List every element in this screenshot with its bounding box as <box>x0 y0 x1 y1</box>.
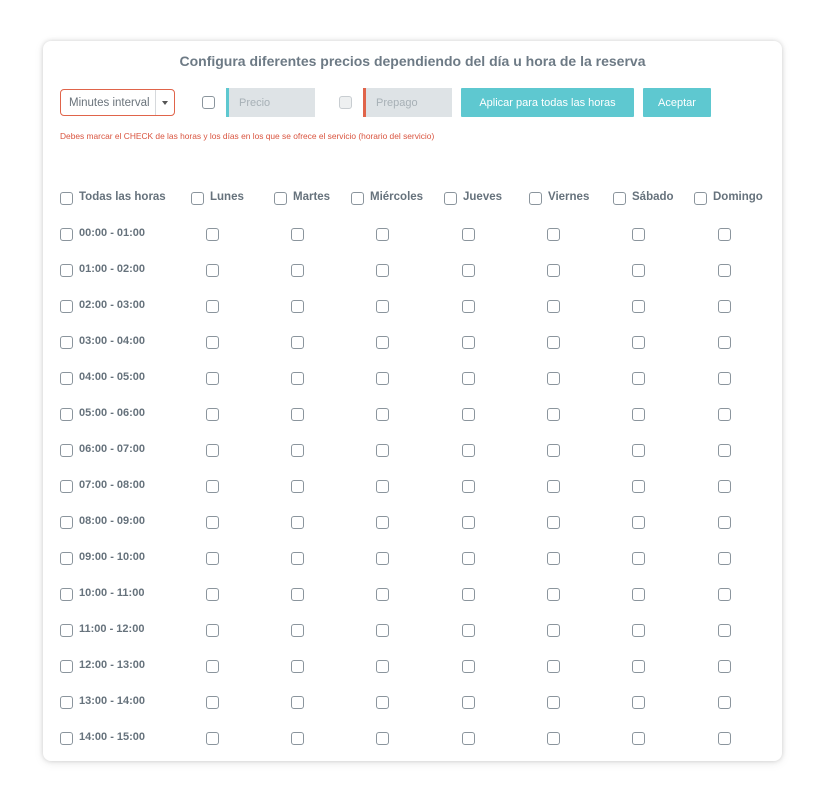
slot-checkbox[interactable] <box>376 516 389 529</box>
slot-checkbox[interactable] <box>632 696 645 709</box>
slot-checkbox[interactable] <box>206 624 219 637</box>
slot-checkbox[interactable] <box>206 264 219 277</box>
slot-checkbox[interactable] <box>462 732 475 745</box>
slot-checkbox[interactable] <box>462 444 475 457</box>
all-hours-checkbox[interactable] <box>60 192 73 205</box>
slot-checkbox[interactable] <box>291 336 304 349</box>
hour-label: 00:00 - 01:00 <box>79 227 146 239</box>
hour-label: 01:00 - 02:00 <box>79 263 146 275</box>
slot-checkbox[interactable] <box>291 300 304 313</box>
day-checkbox-1[interactable] <box>274 192 287 205</box>
day-label: Jueves <box>463 191 503 203</box>
apply-all-hours-button[interactable]: Aplicar para todas las horas <box>461 88 634 117</box>
hour-label: 14:00 - 15:00 <box>79 731 146 743</box>
day-label: Domingo <box>713 191 763 203</box>
day-checkbox-5[interactable] <box>613 192 626 205</box>
hour-label: 08:00 - 09:00 <box>79 515 146 527</box>
slot-checkbox[interactable] <box>291 480 304 493</box>
hour-label: 05:00 - 06:00 <box>79 407 146 419</box>
day-checkbox-0[interactable] <box>191 192 204 205</box>
slot-checkbox[interactable] <box>718 660 731 673</box>
hour-row-checkbox[interactable] <box>60 696 73 709</box>
caret-down-icon[interactable] <box>155 90 174 115</box>
slot-checkbox[interactable] <box>206 336 219 349</box>
slot-checkbox[interactable] <box>206 300 219 313</box>
accept-button[interactable]: Aceptar <box>643 88 711 117</box>
slot-checkbox[interactable] <box>718 732 731 745</box>
hour-row-checkbox[interactable] <box>60 228 73 241</box>
hour-row-checkbox[interactable] <box>60 588 73 601</box>
slot-checkbox[interactable] <box>547 408 560 421</box>
slot-checkbox[interactable] <box>376 588 389 601</box>
hour-row-checkbox[interactable] <box>60 444 73 457</box>
hour-row-checkbox[interactable] <box>60 300 73 313</box>
slot-checkbox[interactable] <box>291 624 304 637</box>
slot-checkbox[interactable] <box>632 228 645 241</box>
hour-label: 09:00 - 10:00 <box>79 551 146 563</box>
hour-label: 04:00 - 05:00 <box>79 371 146 383</box>
slot-checkbox[interactable] <box>718 372 731 385</box>
slot-checkbox[interactable] <box>632 408 645 421</box>
slot-checkbox[interactable] <box>206 660 219 673</box>
slot-checkbox[interactable] <box>632 480 645 493</box>
slot-checkbox[interactable] <box>718 408 731 421</box>
price-placeholder: Precio <box>239 96 271 109</box>
hour-label: 07:00 - 08:00 <box>79 479 146 491</box>
slot-checkbox[interactable] <box>462 660 475 673</box>
hour-label: 02:00 - 03:00 <box>79 299 146 311</box>
slot-checkbox[interactable] <box>718 480 731 493</box>
day-label: Viernes <box>548 191 590 203</box>
hour-label: 11:00 - 12:00 <box>79 623 145 635</box>
prepay-enable-checkbox[interactable] <box>339 96 352 109</box>
slot-checkbox[interactable] <box>376 336 389 349</box>
slot-checkbox[interactable] <box>291 444 304 457</box>
day-checkbox-2[interactable] <box>351 192 364 205</box>
slot-checkbox[interactable] <box>718 264 731 277</box>
hour-label: 10:00 - 11:00 <box>79 587 145 599</box>
slot-checkbox[interactable] <box>632 372 645 385</box>
price-enable-checkbox[interactable] <box>202 96 215 109</box>
slot-checkbox[interactable] <box>376 552 389 565</box>
slot-checkbox[interactable] <box>718 444 731 457</box>
day-label: Martes <box>293 191 331 203</box>
day-checkbox-6[interactable] <box>694 192 707 205</box>
slot-checkbox[interactable] <box>632 516 645 529</box>
slot-checkbox[interactable] <box>206 588 219 601</box>
slot-checkbox[interactable] <box>462 696 475 709</box>
slot-checkbox[interactable] <box>376 372 389 385</box>
slot-checkbox[interactable] <box>718 624 731 637</box>
slot-checkbox[interactable] <box>462 552 475 565</box>
hour-label: 06:00 - 07:00 <box>79 443 146 455</box>
hour-row-checkbox[interactable] <box>60 480 73 493</box>
hour-row-checkbox[interactable] <box>60 408 73 421</box>
slot-checkbox[interactable] <box>547 300 560 313</box>
slot-checkbox[interactable] <box>462 480 475 493</box>
prepay-input[interactable] <box>363 88 452 117</box>
slot-checkbox[interactable] <box>376 264 389 277</box>
slot-checkbox[interactable] <box>291 228 304 241</box>
slot-checkbox[interactable] <box>547 588 560 601</box>
slot-checkbox[interactable] <box>206 732 219 745</box>
slot-checkbox[interactable] <box>291 264 304 277</box>
day-label: Miércoles <box>370 191 424 203</box>
slot-checkbox[interactable] <box>291 552 304 565</box>
slot-checkbox[interactable] <box>547 444 560 457</box>
slot-checkbox[interactable] <box>632 264 645 277</box>
minutes-interval-value: Minutes interval <box>69 96 150 109</box>
slot-checkbox[interactable] <box>206 408 219 421</box>
slot-checkbox[interactable] <box>632 588 645 601</box>
slot-checkbox[interactable] <box>462 264 475 277</box>
hour-row-checkbox[interactable] <box>60 336 73 349</box>
slot-checkbox[interactable] <box>206 552 219 565</box>
hour-label: 03:00 - 04:00 <box>79 335 146 347</box>
slot-checkbox[interactable] <box>462 372 475 385</box>
hour-label: 13:00 - 14:00 <box>79 695 146 707</box>
all-hours-label: Todas las horas <box>79 191 166 203</box>
slot-checkbox[interactable] <box>291 372 304 385</box>
slot-checkbox[interactable] <box>376 228 389 241</box>
slot-checkbox[interactable] <box>632 444 645 457</box>
slot-checkbox[interactable] <box>376 444 389 457</box>
hour-row-checkbox[interactable] <box>60 264 73 277</box>
slot-checkbox[interactable] <box>462 300 475 313</box>
slot-checkbox[interactable] <box>291 408 304 421</box>
slot-checkbox[interactable] <box>206 372 219 385</box>
slot-checkbox[interactable] <box>718 228 731 241</box>
slot-checkbox[interactable] <box>291 732 304 745</box>
slot-checkbox[interactable] <box>632 552 645 565</box>
slot-checkbox[interactable] <box>547 228 560 241</box>
hour-row-checkbox[interactable] <box>60 516 73 529</box>
hour-label: 12:00 - 13:00 <box>79 659 146 671</box>
hour-row-checkbox[interactable] <box>60 552 73 565</box>
slot-checkbox[interactable] <box>718 552 731 565</box>
slot-checkbox[interactable] <box>206 696 219 709</box>
slot-checkbox[interactable] <box>718 588 731 601</box>
slot-checkbox[interactable] <box>547 336 560 349</box>
pricing-card <box>43 41 782 761</box>
slot-checkbox[interactable] <box>291 660 304 673</box>
slot-checkbox[interactable] <box>547 264 560 277</box>
slot-checkbox[interactable] <box>547 624 560 637</box>
slot-checkbox[interactable] <box>632 660 645 673</box>
slot-checkbox[interactable] <box>547 660 560 673</box>
slot-checkbox[interactable] <box>376 732 389 745</box>
day-label: Sábado <box>632 191 674 203</box>
slot-checkbox[interactable] <box>291 696 304 709</box>
slot-checkbox[interactable] <box>462 408 475 421</box>
slot-checkbox[interactable] <box>632 300 645 313</box>
hour-row-checkbox[interactable] <box>60 732 73 745</box>
slot-checkbox[interactable] <box>547 372 560 385</box>
page-title: Configura diferentes precios dependiendo del día u hora de la reserva <box>179 53 646 69</box>
slot-checkbox[interactable] <box>718 336 731 349</box>
minutes-interval-select[interactable] <box>60 89 175 116</box>
slot-checkbox[interactable] <box>462 624 475 637</box>
slot-checkbox[interactable] <box>291 516 304 529</box>
slot-checkbox[interactable] <box>547 696 560 709</box>
warning-text: Debes marcar el CHECK de las horas y los días en los que se ofrece el servicio (horario del servicio) <box>60 131 435 141</box>
slot-checkbox[interactable] <box>206 228 219 241</box>
slot-checkbox[interactable] <box>376 696 389 709</box>
slot-checkbox[interactable] <box>376 408 389 421</box>
slot-checkbox[interactable] <box>547 480 560 493</box>
slot-checkbox[interactable] <box>547 732 560 745</box>
slot-checkbox[interactable] <box>206 444 219 457</box>
hour-row-checkbox[interactable] <box>60 624 73 637</box>
hour-row-checkbox[interactable] <box>60 372 73 385</box>
slot-checkbox[interactable] <box>206 480 219 493</box>
slot-checkbox[interactable] <box>376 300 389 313</box>
day-checkbox-4[interactable] <box>529 192 542 205</box>
slot-checkbox[interactable] <box>718 696 731 709</box>
slot-checkbox[interactable] <box>291 588 304 601</box>
slot-checkbox[interactable] <box>632 336 645 349</box>
day-checkbox-3[interactable] <box>444 192 457 205</box>
slot-checkbox[interactable] <box>462 336 475 349</box>
slot-checkbox[interactable] <box>632 624 645 637</box>
slot-checkbox[interactable] <box>376 480 389 493</box>
slot-checkbox[interactable] <box>632 732 645 745</box>
slot-checkbox[interactable] <box>718 300 731 313</box>
prepay-placeholder: Prepago <box>376 96 418 109</box>
slot-checkbox[interactable] <box>206 516 219 529</box>
slot-checkbox[interactable] <box>462 588 475 601</box>
hour-row-checkbox[interactable] <box>60 660 73 673</box>
slot-checkbox[interactable] <box>376 660 389 673</box>
slot-checkbox[interactable] <box>547 552 560 565</box>
slot-checkbox[interactable] <box>718 516 731 529</box>
slot-checkbox[interactable] <box>462 228 475 241</box>
day-label: Lunes <box>210 191 244 203</box>
slot-checkbox[interactable] <box>547 516 560 529</box>
price-input[interactable] <box>226 88 315 117</box>
slot-checkbox[interactable] <box>376 624 389 637</box>
slot-checkbox[interactable] <box>462 516 475 529</box>
